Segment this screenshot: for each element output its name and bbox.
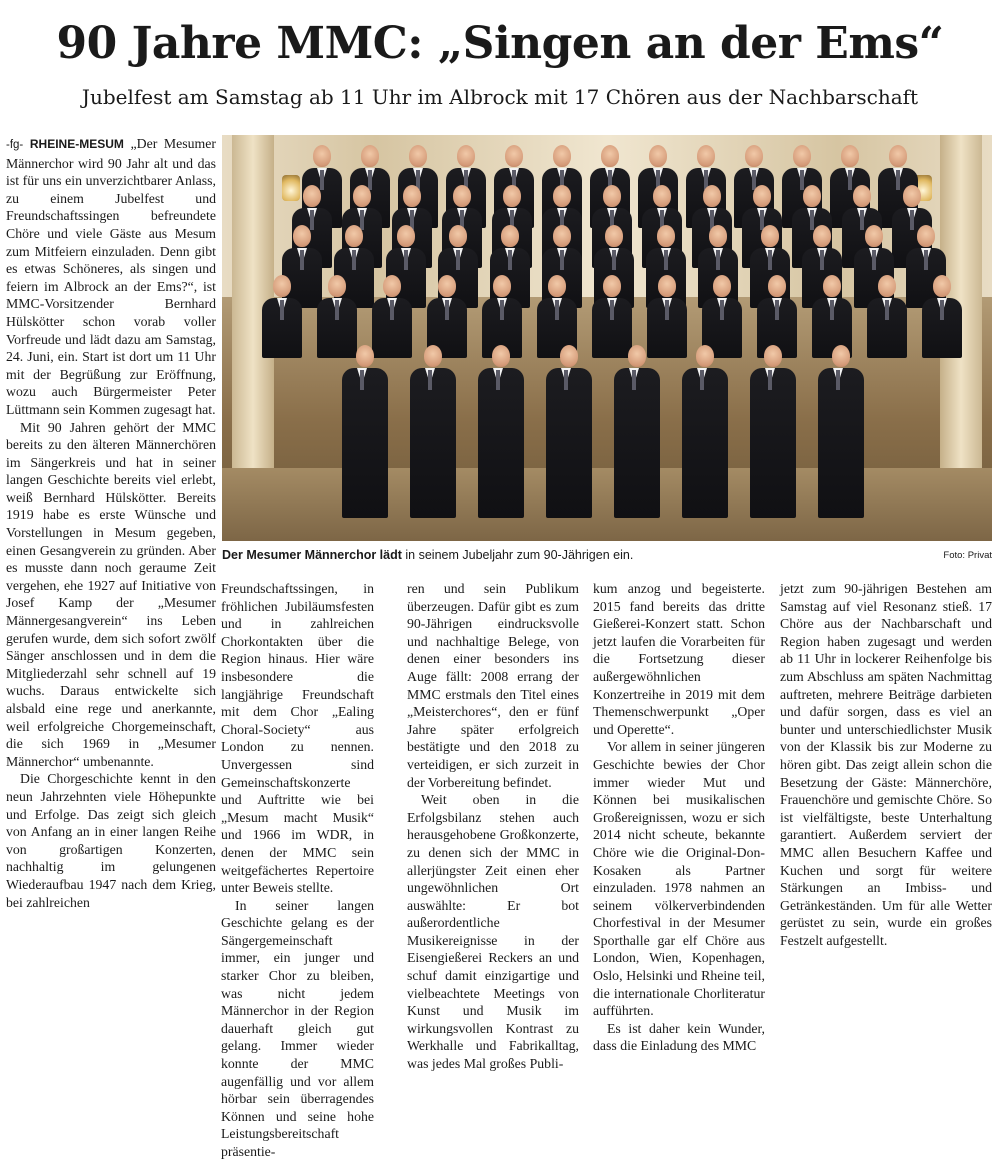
choir-member-head: [313, 145, 331, 167]
choir-member-head: [453, 185, 471, 207]
article-column-4: [593, 580, 765, 1054]
paragraph: In seiner langen Geschichte gelang es der Sängergemeinschaft immer, ein junger und starker Chor zu bleiben, was nicht jedem Männerchor in der Region dauerhaft gleich gut gelang. Immer wieder konnte der MMC augenfällig und vor allem hörbar sein überragendes Können und seine hohe Leistungsbereitschaft präsentie-: [221, 897, 374, 1159]
choir-member-head: [505, 145, 523, 167]
choir-member-head: [657, 225, 675, 247]
choir-member-head: [853, 185, 871, 207]
choir-member-head: [865, 225, 883, 247]
choir-member-head: [383, 275, 401, 297]
choir-member: [546, 345, 592, 518]
choir-member-suit: [682, 368, 728, 518]
choir-member-head: [605, 225, 623, 247]
choir-group: [262, 145, 952, 535]
article-column-3: [407, 580, 579, 1072]
choir-member-head: [903, 185, 921, 207]
choir-member-head: [709, 225, 727, 247]
choir-member-head: [361, 145, 379, 167]
choir-member-head: [832, 345, 850, 367]
choir-member-suit: [818, 368, 864, 518]
choir-member-head: [823, 275, 841, 297]
choir-member-head: [803, 185, 821, 207]
paragraph: [6, 135, 216, 419]
choir-member-suit: [867, 298, 907, 358]
caption-text: in seinem Jubeljahr zum 90-Jährigen ein.: [401, 548, 634, 562]
photo-credit: Foto: Privat: [943, 550, 992, 561]
choir-member-head: [841, 145, 859, 167]
choir-member-head: [917, 225, 935, 247]
choir-member-suit: [614, 368, 660, 518]
paragraph: Vor allem in seiner jüngeren Geschichte bewies der Chor immer wieder Mut und Können bei musikalischen Großereignissen, wozu er sich 2014 nicht scheute, bekannte Chöre wie die Original-Don-Kosaken als Partner einzuladen. 1978 nahmen an seinem völkerverbindenden Chorfestival in der Mesumer Sporthalle gar elf Chöre aus London, Wien, Kopenhagen, Oslo, Helsinki und Rheine teil, die internationale Chorliteratur aufführten.: [593, 739, 765, 1019]
choir-member-head: [409, 145, 427, 167]
choir-member-head: [697, 145, 715, 167]
choir-member-head: [273, 275, 291, 297]
choir-member-head: [553, 225, 571, 247]
choir-member: [410, 345, 456, 518]
choir-member-head: [933, 275, 951, 297]
choir-member-head: [713, 275, 731, 297]
choir-member-head: [356, 345, 374, 367]
choir-member-head: [878, 275, 896, 297]
choir-member-head: [293, 225, 311, 247]
choir-member-head: [457, 145, 475, 167]
paragraph: jetzt zum 90-jährigen Bestehen am Samstag auf viel Resonanz stieß. 17 Chöre aus der Nachbarschaft und Region haben zugesagt und werden ab 11 Uhr in lockerer Reihenfolge bis zum Abschluss am späten Nachmittag auftreten, mehrere Beiträge darbieten und dafür sorgen, dass es viel an bunter und unterschiedlichster Musik von der Klassik bis zur Moderne zu hören gibt. Das zeigt allein schon die Besetzung der Gäste: Männerchöre, Frauenchöre und gemischte Chöre. So ist vielfältigste, beste Unterhaltung garantiert. Außerdem serviert der MMC allen Besuchern Kaffee und Kuchen und sorgt für weitere Stärkungen an Imbiss- und Getränkeständen. Um für alle Wetter gerüstet zu sein, wurde ein großes Festzelt aufgestellt.: [780, 581, 992, 948]
paragraph: Mit 90 Jahren gehört der MMC bereits zu den älteren Männerchören im Sängerkreis und hat in seiner langen Geschichte bereits viel erlebt, weiß Bernhard Hülskötter. Bereits 1919 habe es erste Wünsche und Vorstellungen in Mesum gegeben, einen Gesangverein zu gründen. Aber es musste dann noch geraume Zeit vergehen, ehe 1927 auf Initiative von Josef Kamp der „Mesumer Männergesangverein“ ins Leben gerufen wurde, dem sich sofort zwölf Sänger anschlossen und in dem die Mitgliederzahl sehr schnell auf 19 wuchs. Daraus entwickelte sich alsbald eine rege und anerkannte, weil erfolgreiche Chorgemeinschaft, die sich 1969 in „Mesumer Männerchor“ umbenannte.: [6, 419, 216, 769]
choir-member: [262, 275, 302, 358]
choir-member-head: [424, 345, 442, 367]
choir-member-suit: [478, 368, 524, 518]
subheadline: Jubelfest am Samstag ab 11 Uhr im Albrock mit 17 Chören aus der Nachbarschaft: [81, 85, 919, 109]
choir-member-head: [745, 145, 763, 167]
choir-member-head: [603, 185, 621, 207]
choir-member-head: [548, 275, 566, 297]
dateline-location: RHEINE-MESUM: [29, 137, 124, 151]
choir-member: [818, 345, 864, 518]
choir-member-head: [649, 145, 667, 167]
choir-member-head: [353, 185, 371, 207]
choir-member-head: [553, 185, 571, 207]
choir-member-suit: [262, 298, 302, 358]
choir-member-head: [653, 185, 671, 207]
paragraph-text: „Der Mesumer Männerchor wird 90 Jahr alt und das ist für uns ein unverzichtbarer Anlass, zu einem Jubelfest und Freundschaftssingen befreundete Chöre und viele Gäste aus Mesum zum Mitfeiern einzuladen. Denn gibt es etwas Schöneres, als singen und feiern im Albrock an der Ems?“, ist MMC-Vorsitzender Bernhard Hülskötter schon vorab voller Vorfreude und lädt dazu am Samstag, 24. Juni, ein. Start ist dort um 11 Uhr mit der Begrüßung zur Eröffnung, wozu auch Bürgermeister Peter Lüttmann sein Kommen zugesagt hat.: [6, 136, 216, 417]
choir-member-head: [328, 275, 346, 297]
choir-member: [750, 345, 796, 518]
choir-photo: [222, 135, 992, 541]
choir-member-head: [397, 225, 415, 247]
choir-member-head: [553, 145, 571, 167]
paragraph: Freundschaftssingen, in fröhlichen Jubiläumsfesten und in zahlreichen Chorkontakten über die Region hinaus. Hier wäre insbesondere die langjährige Freundschaft mit dem Chor „Ealing Choral-Society“ aus London zu nennen. Unvergessen sind Gemeinschaftskonzerte und Auftritte wie bei „Mesum macht Musik“ und 1966 im WDR, in denen der MMC sein weitgefächertes Repertoire unter Beweis stellte.: [221, 581, 374, 896]
choir-member-head: [493, 275, 511, 297]
choir-member-suit: [750, 368, 796, 518]
choir-member-head: [793, 145, 811, 167]
choir-member-head: [658, 275, 676, 297]
choir-member-head: [303, 185, 321, 207]
choir-member-head: [403, 185, 421, 207]
choir-member-head: [492, 345, 510, 367]
choir-member-head: [753, 185, 771, 207]
choir-member-head: [813, 225, 831, 247]
article-column-2: [221, 580, 374, 1159]
caption-bold: Der Mesumer Männerchor lädt: [222, 548, 402, 562]
photo-caption: [222, 548, 992, 568]
choir-member-head: [628, 345, 646, 367]
choir-member-head: [761, 225, 779, 247]
choir-member-head: [449, 225, 467, 247]
article-column-5: [780, 580, 992, 1015]
paragraph: Weit oben in die Erfolgsbilanz stehen auch herausgehobene Großkonzerte, zu denen sich der MMC in allerjüngster Zeit einen eher ungewöhnlichen Ort auswählte: Er bot außerordentliche Musikereignisse in der Eisengießerei Reckers an und schuf damit einzigartige und vielbeachtete Meetings von Kunst und Musik im wirkungsvollen Kontrast zu Werkhalle und Fabrikalltag, was jedes Mal großes Publi-: [407, 792, 579, 1072]
choir-member-suit: [410, 368, 456, 518]
article-column-1: [6, 135, 216, 1015]
choir-member-head: [345, 225, 363, 247]
choir-member-head: [560, 345, 578, 367]
author-tag: -fg-: [6, 139, 24, 151]
choir-member: [922, 275, 962, 358]
choir-member-head: [768, 275, 786, 297]
choir-member-suit: [342, 368, 388, 518]
paragraph: ren und sein Publikum überzeugen. Dafür gibt es zum 90-Jährigen eindrucksvolle und nachhaltige Belege, von denen einer besonders ins Auge fällt: 2008 errang der MMC erstmals den Titel eines „Meisterchores“, den er fünf Jahre später erfolgreich bestätigte und den 2018 zu verteidigen, er sich zurzeit in der Vorbereitung befindet.: [407, 581, 579, 790]
paragraph: Die Chorgeschichte kennt in den neun Jahrzehnten viele Höhepunkte und Erfolge. Das zeigt sich gleich von Anfang an in einer langen Reihe von großartigen Konzerten, nachhaltig im gelungenen Wiederaufbau 1947 nach dem Krieg, bei zahlreichen: [6, 771, 216, 910]
choir-member-head: [601, 145, 619, 167]
choir-member-head: [603, 275, 621, 297]
choir-member: [682, 345, 728, 518]
choir-member: [614, 345, 660, 518]
headline: 90 Jahre MMC: „Singen an der Ems“: [56, 18, 944, 69]
choir-member-suit: [922, 298, 962, 358]
paragraph: kum anzog und begeisterte. 2015 fand bereits das dritte Gießerei-Konzert statt. Schon jetzt laufen die Vorarbeiten für die Fortsetzung dieser außergewöhnlichen Konzertreihe in 2019 mit dem Themenschwerpunkt „Oper und Operette“.: [593, 581, 765, 737]
choir-member-head: [438, 275, 456, 297]
choir-member-head: [503, 185, 521, 207]
choir-member-head: [696, 345, 714, 367]
choir-member: [478, 345, 524, 518]
paragraph: Es ist daher kein Wunder, dass die Einladung des MMC: [593, 1020, 765, 1054]
choir-member: [342, 345, 388, 518]
choir-member: [867, 275, 907, 358]
choir-member-head: [703, 185, 721, 207]
choir-member-suit: [546, 368, 592, 518]
choir-member-head: [889, 145, 907, 167]
choir-member-head: [501, 225, 519, 247]
choir-member-head: [764, 345, 782, 367]
